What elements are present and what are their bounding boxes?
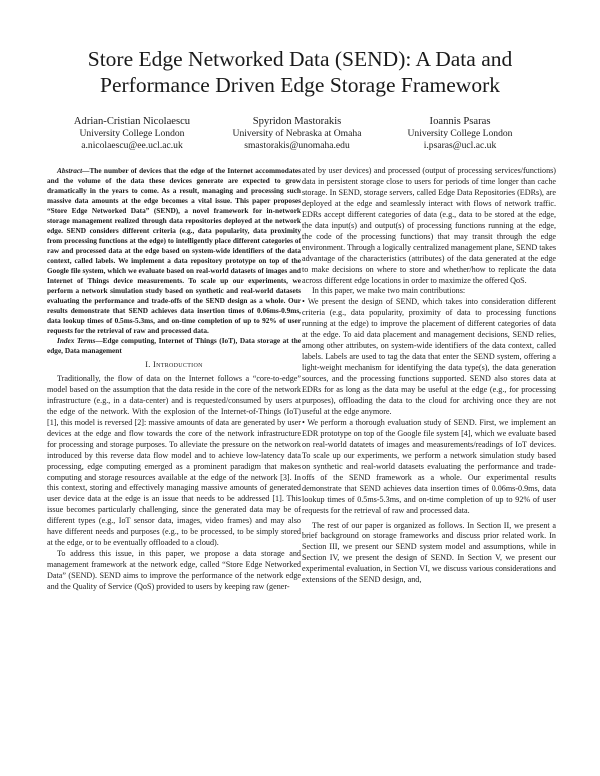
abstract bbox=[47, 166, 301, 336]
author-name: Adrian-Cristian Nicolaescu bbox=[73, 116, 191, 127]
paper-title: Store Edge Networked Data (SEND): A Data and Performance Driven Edge Storage Framework bbox=[87, 47, 513, 97]
contribution-bullet-2: • We perform a thorough evaluation study of SEND. First, we implement an EDR prototype on top of the Google file system [4], which we evaluate based on real-world datatets of images and measurements/readings of IoT devices. To scale up our experiments, we perform a network simulation study based on synthetic and real-world datasets evaluating the performance and trade-offs of the SEND framework as a whole. Our experimental results demonstrate that SEND achieves data insertion times of 0.06ms-0.9ms, data lookup times of 0.5ms-5.3ms, and on-time completion of up to 92% of user requests for the retrieval of raw and processed data. bbox=[302, 418, 556, 517]
index-terms bbox=[47, 336, 301, 356]
section-title: Introduction bbox=[153, 360, 203, 369]
contributions-intro: In this paper, we make two main contributions: bbox=[312, 286, 466, 296]
index-terms-text: —Edge computing, Internet of Things (IoT), Data storage at the edge, Data management bbox=[47, 336, 302, 355]
intro-paragraph-2: To address this issue, in this paper, we propose a data storage and management framework at the network edge, called “Store Edge Networked Data” (SEND). SEND aims to improve the performance of the network edge and the Quality of Service (QoS) provided to users by keeping raw (gener- bbox=[47, 549, 301, 592]
author-affiliation: University of Nebraska at Omaha bbox=[232, 128, 362, 139]
contribution-bullet-1: • We present the design of SEND, which takes into consideration different criteria (e.g., data popularity, proximity of data to processing functions running at the edge) to improve the placement of different categories of data at the edge. To aid data placement and management decisions, SEND relies, among other attributes, on system-wide identifiers of the data context, called labels. Labels are used to tag the data that enter the SEND system, offering a light-weight mechanism for identifying the data type(s), the data generation sources, and the processing functions supported. SEND also stores data at EDRs for as long as the data may be useful at the edge (e.g., for processing purposes), offloading the data to the cloud for archiving once they are not useful at the edge anymore. bbox=[302, 297, 556, 417]
right-column bbox=[302, 166, 556, 586]
author-name: Spyridon Mastorakis bbox=[252, 116, 342, 127]
index-terms-label: Index Terms bbox=[57, 336, 96, 345]
organization-paragraph: The rest of our paper is organized as follows. In Section II, we present a brief background on storage frameworks and discuss prior related work. In Section III, we present our SEND system model and assumptions, while in Section IV, we present the design of SEND. In Section V, we present our experimental evaluation, in Section VI, we discuss various considerations and extensions of the SEND design, and, bbox=[302, 520, 556, 585]
author-1 bbox=[37, 116, 227, 152]
author-name: Ioannis Psaras bbox=[429, 116, 491, 127]
body-paragraph: ated by user devices) and processed (output of processing services/functions) data in persistent storage close to users for periods of time longer than cache storage. In SEND, storage servers, called Edge Data Repositories (EDRs), are deployed at the edge and seamlessly interact with flows of network traffic. EDRs accept different categories of data (e.g., data to be stored at the edge, the data input(s) and output(s) of processing functions running at the edge, the code of the processing functions) that may transit through the edge environment. Through a logically centralized management plane, SEND takes advantage of the characteristics (attributes) of the data generated at the edge to make decisions on where to store and whether/how to replicate the data across different edge locations in order to maximize the offered QoS. bbox=[302, 166, 556, 285]
author-block bbox=[40, 116, 560, 156]
author-affiliation: University College London bbox=[79, 128, 185, 139]
author-2 bbox=[202, 116, 392, 152]
intro-paragraph-1: Traditionally, the flow of data on the Internet follows a “core-to-edge” model based on the assumption that the data reside in the core of the network infrastructure (e.g., in a data-center) and is requested/consumed by users at the edge of the network. With the explosion of the Internet-of-Things (IoT) [1], this model is reversed [2]: massive amounts of data are generated by user devices at the edge and flow towards the core of the network infrastructure for processing and storage purposes. To alleviate the pressure on the network introduced by this reverse data flow model and to achieve low-latency data processing, edge computing emerged as a prominent paradigm that makes computing and storage resources available at the edge of the network [3]. In this context, storing and effectively managing massive amounts of generated user device data at the edge is an issue that needs to be addressed [1]. This issue becomes particularly challenging, since the generated data may be of different types (e.g., IoT sensor data, images, video frames) and may also have different needs and purposes (e.g., to be processed, to be simply stored at the edge, or to be eventually offloaded to a cloud). bbox=[47, 373, 301, 548]
abstract-text: —The number of devices that the edge of the Internet accommodates and the volume of the data these devices generate are expected to grow dramatically in the years to come. As a result, managing and processing such massive data amounts at the edge becomes a vital issue. This paper proposes “Store Edge Networked Data” (SEND), a novel framework for in-network storage management realized through data repositories deployed at the network edge. SEND considers different criteria (e.g., data popularity, data proximity from processing functions at the edge) to intelligently place different categories of raw and processed data at the edge based on system-wide identifiers of the data context, called labels. We implement a data repository prototype on top of the Google file system, which we evaluate based on real-world datasets of images and Internet of Things device measurements. To scale up our experiments, we perform a network simulation study based on synthetic and real-world datasets evaluating the performance and trade-offs of the SEND design as a whole. Our results demonstrate that SEND achieves data insertion times of 0.06ms-0.9ms, data lookup times of 0.5ms-5.3ms, and on-time completion of up to 92% of user requests for the retrieval of raw and processed data. bbox=[47, 166, 301, 335]
author-email: smastorakis@unomaha.edu bbox=[244, 139, 350, 151]
abstract-label: Abstract bbox=[57, 166, 83, 175]
author-email: i.psaras@ucl.ac.uk bbox=[423, 139, 497, 151]
section-number: I. bbox=[145, 360, 151, 369]
left-column bbox=[47, 166, 301, 593]
author-3 bbox=[365, 116, 555, 152]
section-heading bbox=[47, 360, 301, 371]
author-email: a.nicolaescu@ee.ucl.ac.uk bbox=[81, 139, 183, 151]
author-affiliation: University College London bbox=[407, 128, 513, 139]
